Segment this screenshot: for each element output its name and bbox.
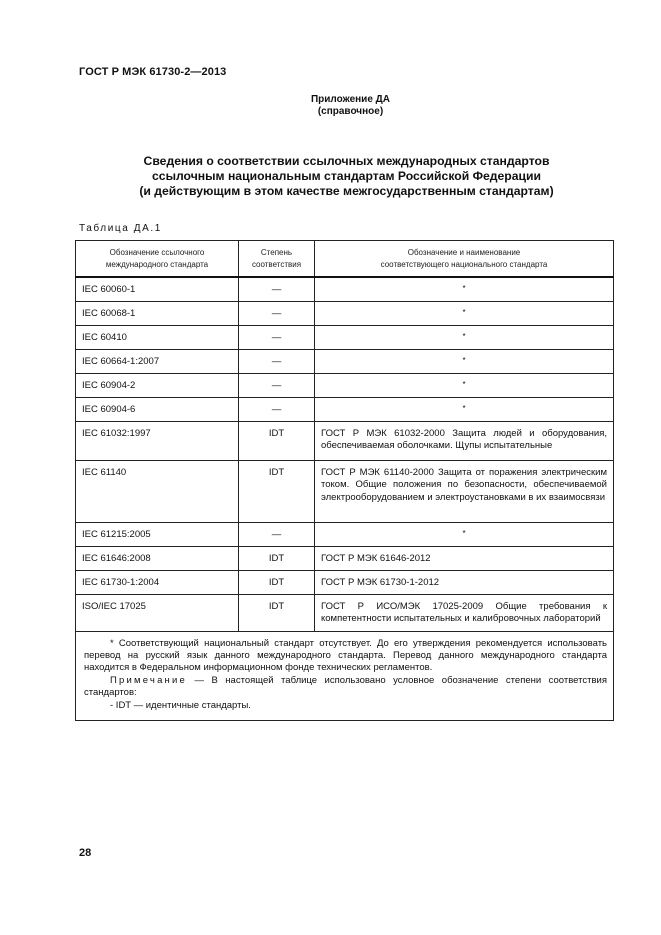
cell-intl: IEC 60410 [76,325,239,349]
main-title-line: ссылочным национальным стандартам Российской Федерации [152,169,541,183]
note-text: — В настоящей таблице использовано условное обозначение степени соответствия стандартов: [84,674,607,699]
table-row [76,277,614,301]
cell-national: * [315,349,614,373]
cell-national: * [315,522,614,546]
cell-national: * [315,301,614,325]
cell-national: * [315,325,614,349]
cell-degree: IDT [239,546,315,570]
cell-degree: — [239,277,315,301]
footnote-star: * Соответствующий национальный стандарт отсутствует. До его утверждения рекомендуется использовать перевод на русский язык данного международного стандарта. Перевод данного международного стандарта находится в Федеральном информационном фонде технических регламентов. [84,637,607,674]
cell-degree: — [239,373,315,397]
cell-intl: IEC 61140 [76,460,239,522]
header-text: соответствия [251,259,302,269]
table-row [76,522,614,546]
header-text: Обозначение и наименование [407,247,521,257]
cell-intl: IEC 61646:2008 [76,546,239,570]
appendix-title: Приложение ДА [310,94,391,105]
cell-degree: — [239,349,315,373]
cell-intl: IEC 61032:1997 [76,421,239,460]
cell-national: ГОСТ Р МЭК 61646-2012 [315,546,614,570]
table-header-row [76,241,614,278]
header-text: соответствующего национального стандарта [380,259,548,269]
cell-national: ГОСТ Р МЭК 61032-2000 Защита людей и оборудования, обеспечиваемая оболочками. Щупы испытательные [315,421,614,460]
cell-national: * [315,373,614,397]
table-row [76,546,614,570]
cell-intl: IEC 60904-2 [76,373,239,397]
table-row [76,594,614,631]
cell-national: * [315,397,614,421]
table-row [76,460,614,522]
cell-intl: IEC 61215:2005 [76,522,239,546]
cell-degree: IDT [239,594,315,631]
appendix-subtitle: (справочное) [317,106,384,117]
table-footnote-row [76,631,614,720]
header-text: Обозначение ссылочного [109,247,205,257]
document-code: ГОСТ Р МЭК 61730-2—2013 [79,66,227,78]
header-text: Степень [260,247,293,257]
cell-national: ГОСТ Р МЭК 61730-1-2012 [315,570,614,594]
footnote-note [84,675,607,700]
header-national-standard [315,241,614,278]
main-title-line: Сведения о соответствии ссылочных международных стандартов [143,154,550,168]
header-intl-standard [76,241,239,278]
header-text: международного стандарта [105,259,209,269]
cell-degree: IDT [239,421,315,460]
table-caption: Таблица ДА.1 [79,223,162,234]
cell-degree: — [239,397,315,421]
cell-national: ГОСТ Р ИСО/МЭК 17025-2009 Общие требования к компетентности испытательных и калибровочных лабораторий [315,594,614,631]
cell-intl: ISO/IEC 17025 [76,594,239,631]
cell-intl: IEC 60664-1:2007 [76,349,239,373]
main-title-line: (и действующим в этом качестве межгосударственным стандартам) [139,184,554,198]
footnote-idt: - IDT — идентичные стандарты. [110,699,251,711]
table-row [76,570,614,594]
page-number: 28 [79,847,92,859]
cell-intl: IEC 60068-1 [76,301,239,325]
table-row [76,421,614,460]
table-row [76,373,614,397]
cell-degree: IDT [239,570,315,594]
cell-degree: IDT [239,460,315,522]
cell-national: * [315,277,614,301]
table-row [76,325,614,349]
table-footnote [76,631,614,720]
table-row [76,349,614,373]
table-row [76,397,614,421]
cell-intl: IEC 61730-1:2004 [76,570,239,594]
cell-degree: — [239,301,315,325]
note-label: Примечание [110,674,187,686]
header-degree [239,241,315,278]
cell-degree: — [239,522,315,546]
cell-degree: — [239,325,315,349]
main-title [80,154,613,199]
cell-intl: IEC 60060-1 [76,277,239,301]
table-row [76,301,614,325]
cell-national: ГОСТ Р МЭК 61140-2000 Защита от поражения электрическим током. Общие положения по безопасности, обеспечиваемой электрооборудованием и электроустановками в их взаимосвязи [315,460,614,522]
standards-table [75,240,614,721]
appendix-heading [0,94,661,118]
cell-intl: IEC 60904-6 [76,397,239,421]
